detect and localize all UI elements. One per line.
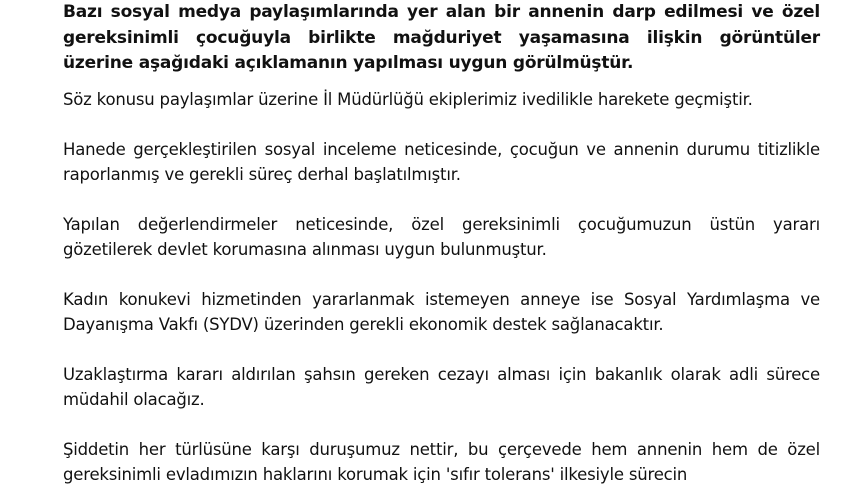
paragraph-zero-tolerance: Şiddetin her türlüsüne karşı duruşumuz nettir, bu çerçevede hem annenin hem de özel gereksinimli evladımızın haklarını korumak için 'sıfır tolerans' ilkesiyle sürecin bbox=[63, 439, 820, 484]
paragraph-economic-support: Kadın konukevi hizmetinden yararlanmak istemeyen anneye ise Sosyal Yardımlaşma ve Dayanışma Vakfı (SYDV) üzerinden gerekli ekonomik destek sağlanacaktır. bbox=[63, 289, 820, 334]
paragraph-state-protection: Yapılan değerlendirmeler neticesinde, özel gereksinimli çocuğumuzun üstün yararı gözetilerek devlet korumasına alınması uygun bulunmuştur. bbox=[63, 214, 820, 259]
statement-intro: Bazı sosyal medya paylaşımlarında yer alan bir annenin darp edilmesi ve özel gereksinimli çocuğuyla birlikte mağduriyet yaşamasına ilişkin görüntüler üzerine aşağıdaki açıklamanın yapılması uygun görülmüştür. bbox=[63, 2, 820, 73]
paragraph-immediate-action: Söz konusu paylaşımlar üzerine İl Müdürlüğü ekiplerimiz ivedilikle harekete geçmiştir. bbox=[63, 89, 753, 109]
paragraph-social-inspection: Hanede gerçekleştirilen sosyal inceleme neticesinde, çocuğun ve annenin durumu titizlikle raporlanmış ve gerekli süreç derhal başlatılmıştır. bbox=[63, 139, 820, 184]
statement-document bbox=[63, 0, 820, 487]
paragraph-judicial-process: Uzaklaştırma kararı aldırılan şahsın gereken cezayı alması için bakanlık olarak adli sürece müdahil olacağız. bbox=[63, 364, 820, 409]
